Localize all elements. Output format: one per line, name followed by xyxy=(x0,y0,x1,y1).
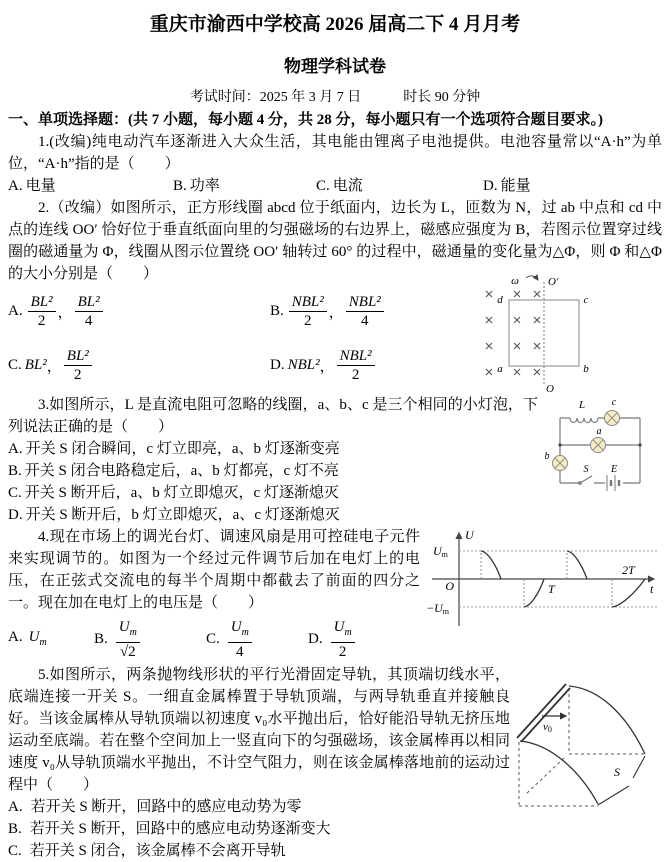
inductor-coil xyxy=(570,418,598,423)
metal-rod xyxy=(517,684,570,742)
fraction: $\frac{\text{BL²}}{4}$ xyxy=(75,293,103,330)
neg-um-label: −Um xyxy=(426,601,449,616)
corner-a-label: a xyxy=(497,363,503,375)
switch-label: S xyxy=(614,765,620,779)
question-2 xyxy=(8,197,662,395)
period-t-label: T xyxy=(548,582,555,596)
option-2b: B. $\frac{\text{NBL²}}{2}$ ， $\frac{\text{NBL²}}{4}$ xyxy=(270,290,470,332)
fraction: $\frac{\text{BL²}}{2}$ xyxy=(28,293,56,330)
question-1-options xyxy=(8,175,662,197)
option-5a: A. 若开关 S 断开，回路中的感应电动势为零 xyxy=(8,799,302,815)
question-1-stem: 1.(改编)纯电动汽车逐渐进入大众生活，其电能由锂离子电池提供。电池容量常以“A·h”为单位，“A·h”指的是（ ） xyxy=(8,134,662,172)
u-axis-label: U xyxy=(465,528,474,542)
fraction: $\frac{\text{NBL²}}{2}$ xyxy=(337,347,375,384)
corner-d-label: d xyxy=(497,294,503,306)
t-axis-label: t xyxy=(650,582,654,596)
option-1c: C. 电流 xyxy=(316,178,363,194)
lamp-a-label: a xyxy=(596,426,602,437)
battery-label: E xyxy=(610,464,618,475)
question-2-stem: 2.（改编）如图所示，正方形线圈 abcd 位于纸面内，边长为 L，匝数为 N，过 ab 中点和 cd 中点的连线 OO′ 恰好位于垂直纸面向里的匀强磁场的右边界上，磁感应强度为 B，若图示位置穿过线圈的磁通量为 Φ，线圈从图示位置绕 OO′ 轴转过 60° 的过程中，磁通量的变化量为△Φ，则 Φ 和△Φ 的大小分别是（ ） xyxy=(8,200,662,282)
field-into-page-crosses xyxy=(486,291,540,375)
question-1 xyxy=(8,131,662,197)
option-5c: C. 若开关 S 闭合，该金属棒不会离开导轨 xyxy=(8,843,286,859)
omega-label: ω xyxy=(511,275,519,287)
option-4d: D. $\frac{U_m}{2}$ xyxy=(308,618,357,661)
voltage-waveform-figure xyxy=(424,526,662,634)
page-title: 重庆市渝西中学校高 2026 届高二下 4 月月考 xyxy=(149,14,521,35)
option-3c: C. 开关 S 断开后，a、b 灯立即熄灭，c 灯逐渐熄灭 xyxy=(8,485,339,501)
switch-label: S xyxy=(583,464,589,475)
question-4 xyxy=(8,526,662,661)
lamp-b xyxy=(553,456,568,471)
origin-label: O xyxy=(445,579,454,593)
question-2-options xyxy=(8,275,662,395)
option-2a: A. $\frac{\text{BL²}}{2}$ ， $\frac{\text{BL²}}{4}$ xyxy=(8,290,270,332)
option-1d: D. 能量 xyxy=(483,178,531,194)
option-3a: A. 开关 S 闭合瞬间，c 灯立即亮，a、b 灯逐渐变亮 xyxy=(8,441,340,457)
fraction: $\frac{\text{BL²}}{2}$ xyxy=(64,347,92,384)
lamp-c-label: c xyxy=(611,397,617,408)
inductor-label: L xyxy=(578,399,586,411)
corner-c-label: c xyxy=(583,294,589,306)
question-4-stem: 4.现在市场上的调光台灯、调速风扇是用可控硅电子元件来实现调节的。如图为一个经过元件调节后加在电灯上的电压，在正弦式交流电的每半个周期中都截去了前面的四分之一。现在加在电灯上的电压是（ ） xyxy=(8,529,420,611)
question-3-stem: 3.如图所示，L 是直流电阻可忽略的线圈，a、b、c 是三个相同的小灯泡，下列说法正确的是（ ） xyxy=(8,397,538,435)
parabolic-rails-figure xyxy=(514,668,662,850)
corner-b-label: b xyxy=(583,363,589,375)
question-5-stem: 5.如图所示，两条抛物线形状的平行光滑固定导轨，其顶端切线水平，底端连接一开关 S。一细直金属棒置于导轨顶端，与两导轨垂直并接触良好。当该金属棒从导轨顶端以初速度 v₀水平抛出后，恰好能沿导轨无挤压地运动至底端。若在整个空间加上一竖直向下的匀强磁场，该金属棒再以相同速度 v₀从导轨顶端水平抛出，不计空气阻力，则在该金属棒落地前的运动过程中（ ） xyxy=(8,667,510,793)
option-3b: B. 开关 S 闭合电路稳定后，a、b 灯都亮，c 灯不亮 xyxy=(8,463,339,479)
lamp-c xyxy=(605,411,620,426)
option-1a: A. 电量 xyxy=(8,178,56,194)
um-label: Um xyxy=(433,544,448,559)
v0-label: v0 xyxy=(543,721,552,734)
rotation-arrow xyxy=(526,276,538,280)
o-label: O xyxy=(546,383,554,395)
switch-wire xyxy=(598,756,645,805)
exam-info-line xyxy=(8,88,662,108)
fraction: $\frac{\text{NBL²}}{2}$ xyxy=(289,293,327,330)
o-prime-label: O′ xyxy=(548,276,559,288)
option-4a: A. $U_m$ xyxy=(8,628,47,648)
exam-time: 考试时间：2025 年 3 月 7 日 xyxy=(189,90,362,105)
option-3d: D. 开关 S 断开后，b 灯立即熄灭，a、c 灯逐渐熄灭 xyxy=(8,507,340,523)
coil-in-field-figure xyxy=(469,272,644,394)
fraction: $\frac{\text{NBL²}}{4}$ xyxy=(346,293,384,330)
option-4b: B. $\frac{U_m}{√2}$ xyxy=(94,618,206,661)
question-3 xyxy=(8,394,662,526)
inductor-lamp-circuit-figure xyxy=(544,396,662,508)
switch-lever xyxy=(580,476,592,483)
fraction: $\frac{U_m}{2}$ xyxy=(331,618,355,661)
question-5 xyxy=(8,664,662,862)
option-1b: B. 功率 xyxy=(173,178,220,194)
fraction: $\frac{U_m}{√2}$ xyxy=(116,618,140,661)
period-2t-label: 2T xyxy=(622,563,635,577)
exam-duration: 时长 90 分钟 xyxy=(403,90,481,105)
parabolic-rails xyxy=(520,686,645,804)
option-2d: D. NBL² ， $\frac{\text{NBL²}}{2}$ xyxy=(270,344,470,386)
option-5b: B. 若开关 S 断开，回路中的感应电动势逐渐变大 xyxy=(8,821,331,837)
section-heading: 一、单项选择题：(共 7 小题，每小题 4 分，共 28 分，每小题只有一个选项符合题目要求。) xyxy=(8,112,603,128)
coil-square xyxy=(509,300,579,366)
option-4c: C. $\frac{U_m}{4}$ xyxy=(206,618,308,661)
option-2c: C. BL² ， $\frac{\text{BL²}}{2}$ xyxy=(8,344,270,386)
fraction: $\frac{U_m}{4}$ xyxy=(228,618,252,661)
lamp-b-label: b xyxy=(544,451,550,462)
lamp-a xyxy=(591,438,606,453)
page-subtitle: 物理学科试卷 xyxy=(284,57,386,76)
question-4-options xyxy=(8,618,420,661)
